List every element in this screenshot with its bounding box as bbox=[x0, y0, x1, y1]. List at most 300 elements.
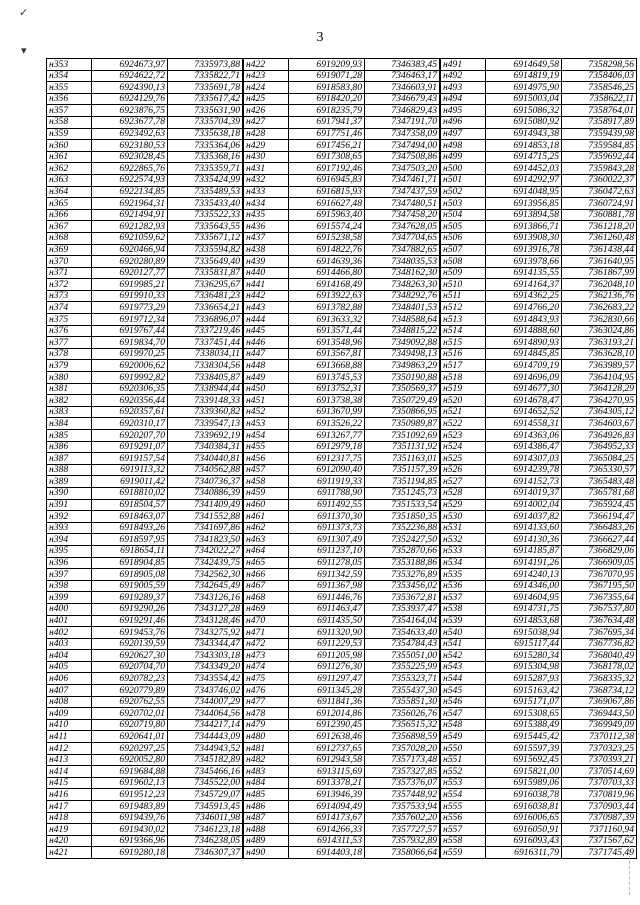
y-coordinate-cell: 7367355,64 bbox=[562, 592, 637, 604]
y-coordinate-cell: 7335638,18 bbox=[168, 128, 243, 140]
x-coordinate-cell: 6919985,21 bbox=[92, 279, 168, 291]
x-coordinate-cell: 6911841,36 bbox=[289, 696, 365, 708]
point-id-cell: н497 bbox=[441, 128, 486, 140]
point-id-cell: н371 bbox=[47, 267, 92, 279]
table-row bbox=[244, 186, 440, 198]
table-row bbox=[47, 244, 243, 256]
x-coordinate-cell: 6914822,76 bbox=[289, 244, 365, 256]
x-coordinate-cell: 6919834,70 bbox=[92, 337, 168, 349]
y-coordinate-cell: 7369949,09 bbox=[562, 719, 637, 731]
x-coordinate-cell: 6914652,52 bbox=[486, 406, 562, 418]
x-coordinate-cell: 6920297,25 bbox=[92, 743, 168, 755]
point-id-cell: н365 bbox=[47, 198, 92, 210]
table-row bbox=[47, 557, 243, 569]
y-coordinate-cell: 7366627,44 bbox=[562, 534, 637, 546]
x-coordinate-cell: 6919290,26 bbox=[92, 603, 168, 615]
y-coordinate-cell: 7350989,87 bbox=[365, 418, 440, 430]
table-row bbox=[244, 232, 440, 244]
table-row bbox=[47, 372, 243, 384]
table-row bbox=[47, 59, 243, 71]
point-id-cell: н409 bbox=[47, 708, 92, 720]
dot-mark-icon: ▾ bbox=[21, 45, 27, 57]
table-row bbox=[244, 661, 440, 673]
point-id-cell: н528 bbox=[441, 487, 486, 499]
y-coordinate-cell: 7335364,06 bbox=[168, 140, 243, 152]
y-coordinate-cell: 7351533,54 bbox=[365, 499, 440, 511]
x-coordinate-cell: 6915574,24 bbox=[289, 221, 365, 233]
y-coordinate-cell: 7344443,09 bbox=[168, 731, 243, 743]
y-coordinate-cell: 7370393,21 bbox=[562, 754, 637, 766]
point-id-cell: н529 bbox=[441, 499, 486, 511]
point-id-cell: н545 bbox=[441, 685, 486, 697]
y-coordinate-cell: 7360724,91 bbox=[562, 198, 637, 210]
table-row bbox=[244, 163, 440, 175]
point-id-cell: н490 bbox=[244, 847, 289, 859]
y-coordinate-cell: 7348588,64 bbox=[365, 314, 440, 326]
y-coordinate-cell: 7351131,92 bbox=[365, 441, 440, 453]
y-coordinate-cell: 7346238,05 bbox=[168, 835, 243, 847]
point-id-cell: н444 bbox=[244, 314, 289, 326]
y-coordinate-cell: 7365924,45 bbox=[562, 499, 637, 511]
point-id-cell: н479 bbox=[244, 719, 289, 731]
table-row bbox=[47, 835, 243, 847]
y-coordinate-cell: 7343128,46 bbox=[168, 615, 243, 627]
point-id-cell: н536 bbox=[441, 580, 486, 592]
x-coordinate-cell: 6920762,55 bbox=[92, 696, 168, 708]
table-row bbox=[47, 186, 243, 198]
y-coordinate-cell: 7341823,50 bbox=[168, 534, 243, 546]
table-row bbox=[47, 105, 243, 117]
table-row bbox=[441, 824, 637, 836]
x-coordinate-cell: 6918235,79 bbox=[289, 105, 365, 117]
table-row bbox=[47, 801, 243, 813]
x-coordinate-cell: 6919512,23 bbox=[92, 789, 168, 801]
y-coordinate-cell: 7358406,03 bbox=[562, 70, 637, 82]
x-coordinate-cell: 6913526,22 bbox=[289, 418, 365, 430]
y-coordinate-cell: 7352236,88 bbox=[365, 522, 440, 534]
x-coordinate-cell: 6919767,44 bbox=[92, 325, 168, 337]
table-row bbox=[441, 499, 637, 511]
y-coordinate-cell: 7355851,30 bbox=[365, 696, 440, 708]
y-coordinate-cell: 7355225,99 bbox=[365, 661, 440, 673]
table-row bbox=[244, 638, 440, 650]
y-coordinate-cell: 7348162,30 bbox=[365, 267, 440, 279]
point-id-cell: н378 bbox=[47, 348, 92, 360]
point-id-cell: н372 bbox=[47, 279, 92, 291]
y-coordinate-cell: 7346123,18 bbox=[168, 824, 243, 836]
point-id-cell: н499 bbox=[441, 151, 486, 163]
x-coordinate-cell: 6915989,06 bbox=[486, 777, 562, 789]
point-id-cell: н436 bbox=[244, 221, 289, 233]
table-row bbox=[441, 592, 637, 604]
y-coordinate-cell: 7344217,14 bbox=[168, 719, 243, 731]
x-coordinate-cell: 6914819,19 bbox=[486, 70, 562, 82]
table-row bbox=[47, 279, 243, 291]
table-row bbox=[244, 360, 440, 372]
x-coordinate-cell: 6919280,18 bbox=[92, 847, 168, 859]
y-coordinate-cell: 7358917,89 bbox=[562, 116, 637, 128]
y-coordinate-cell: 7342439,75 bbox=[168, 557, 243, 569]
y-coordinate-cell: 7357727,57 bbox=[365, 824, 440, 836]
point-id-cell: н524 bbox=[441, 441, 486, 453]
table-row bbox=[441, 186, 637, 198]
x-coordinate-cell: 6913571,44 bbox=[289, 325, 365, 337]
point-id-cell: н373 bbox=[47, 290, 92, 302]
point-id-cell: н532 bbox=[441, 534, 486, 546]
y-coordinate-cell: 7370819,96 bbox=[562, 789, 637, 801]
table-row bbox=[47, 650, 243, 662]
point-id-cell: н395 bbox=[47, 545, 92, 557]
table-row bbox=[441, 743, 637, 755]
table-row bbox=[244, 615, 440, 627]
y-coordinate-cell: 7351092,69 bbox=[365, 430, 440, 442]
table-row bbox=[441, 777, 637, 789]
y-coordinate-cell: 7335643,55 bbox=[168, 221, 243, 233]
point-id-cell: н440 bbox=[244, 267, 289, 279]
y-coordinate-cell: 7347480,51 bbox=[365, 198, 440, 210]
x-coordinate-cell: 6919483,89 bbox=[92, 801, 168, 813]
table-row bbox=[244, 545, 440, 557]
point-id-cell: н469 bbox=[244, 603, 289, 615]
y-coordinate-cell: 7348035,53 bbox=[365, 256, 440, 268]
table-row bbox=[441, 244, 637, 256]
x-coordinate-cell: 6921964,31 bbox=[92, 198, 168, 210]
table-row bbox=[244, 766, 440, 778]
table-row bbox=[244, 70, 440, 82]
x-coordinate-cell: 6919430,02 bbox=[92, 824, 168, 836]
point-id-cell: н446 bbox=[244, 337, 289, 349]
x-coordinate-cell: 6916050,91 bbox=[486, 824, 562, 836]
y-coordinate-cell: 7366829,06 bbox=[562, 545, 637, 557]
point-id-cell: н413 bbox=[47, 754, 92, 766]
table-row bbox=[441, 638, 637, 650]
x-coordinate-cell: 6911373,73 bbox=[289, 522, 365, 534]
x-coordinate-cell: 6913956,85 bbox=[486, 198, 562, 210]
y-coordinate-cell: 7361260,48 bbox=[562, 232, 637, 244]
point-id-cell: н399 bbox=[47, 592, 92, 604]
y-coordinate-cell: 7360472,63 bbox=[562, 186, 637, 198]
y-coordinate-cell: 7358622,11 bbox=[562, 93, 637, 105]
y-coordinate-cell: 7371567,62 bbox=[562, 835, 637, 847]
point-id-cell: н491 bbox=[441, 59, 486, 71]
y-coordinate-cell: 7347704,65 bbox=[365, 232, 440, 244]
table-row bbox=[441, 372, 637, 384]
table-row bbox=[441, 615, 637, 627]
x-coordinate-cell: 6920704,70 bbox=[92, 661, 168, 673]
point-id-cell: н368 bbox=[47, 232, 92, 244]
y-coordinate-cell: 7369067,86 bbox=[562, 696, 637, 708]
point-id-cell: н557 bbox=[441, 824, 486, 836]
x-coordinate-cell: 6914677,30 bbox=[486, 383, 562, 395]
table-row bbox=[244, 557, 440, 569]
table-row bbox=[441, 221, 637, 233]
table-row bbox=[244, 221, 440, 233]
table-row bbox=[441, 476, 637, 488]
x-coordinate-cell: 6913782,88 bbox=[289, 302, 365, 314]
y-coordinate-cell: 7352870,66 bbox=[365, 545, 440, 557]
point-id-cell: н515 bbox=[441, 337, 486, 349]
x-coordinate-cell: 6911342,59 bbox=[289, 569, 365, 581]
y-coordinate-cell: 7370987,39 bbox=[562, 812, 637, 824]
table-row bbox=[244, 383, 440, 395]
x-coordinate-cell: 6917192,46 bbox=[289, 163, 365, 175]
y-coordinate-cell: 7350190,88 bbox=[365, 372, 440, 384]
table-row bbox=[47, 128, 243, 140]
y-coordinate-cell: 7356026,76 bbox=[365, 708, 440, 720]
table-row bbox=[441, 766, 637, 778]
y-coordinate-cell: 7335617,42 bbox=[168, 93, 243, 105]
x-coordinate-cell: 6913378,21 bbox=[289, 777, 365, 789]
x-coordinate-cell: 6913922,63 bbox=[289, 290, 365, 302]
x-coordinate-cell: 6912090,40 bbox=[289, 464, 365, 476]
table-row bbox=[47, 383, 243, 395]
table-row bbox=[441, 267, 637, 279]
y-coordinate-cell: 7357932,89 bbox=[365, 835, 440, 847]
table-row bbox=[47, 580, 243, 592]
y-coordinate-cell: 7363024,86 bbox=[562, 325, 637, 337]
x-coordinate-cell: 6914240,13 bbox=[486, 569, 562, 581]
point-id-cell: н361 bbox=[47, 151, 92, 163]
x-coordinate-cell: 6920641,01 bbox=[92, 731, 168, 743]
point-id-cell: н396 bbox=[47, 557, 92, 569]
y-coordinate-cell: 7336481,23 bbox=[168, 290, 243, 302]
y-coordinate-cell: 7347494,00 bbox=[365, 140, 440, 152]
y-coordinate-cell: 7367736,82 bbox=[562, 638, 637, 650]
table-row bbox=[441, 685, 637, 697]
x-coordinate-cell: 6911370,30 bbox=[289, 511, 365, 523]
point-id-cell: н542 bbox=[441, 650, 486, 662]
y-coordinate-cell: 7351194,85 bbox=[365, 476, 440, 488]
table-row bbox=[47, 256, 243, 268]
y-coordinate-cell: 7347358,09 bbox=[365, 128, 440, 140]
x-coordinate-cell: 6913745,53 bbox=[289, 372, 365, 384]
point-id-cell: н531 bbox=[441, 522, 486, 534]
point-id-cell: н530 bbox=[441, 511, 486, 523]
x-coordinate-cell: 6919366,96 bbox=[92, 835, 168, 847]
y-coordinate-cell: 7335522,33 bbox=[168, 209, 243, 221]
table-row bbox=[244, 650, 440, 662]
y-coordinate-cell: 7343275,92 bbox=[168, 627, 243, 639]
y-coordinate-cell: 7346829,43 bbox=[365, 105, 440, 117]
x-coordinate-cell: 6914191,26 bbox=[486, 557, 562, 569]
y-coordinate-cell: 7340562,88 bbox=[168, 464, 243, 476]
point-id-cell: н504 bbox=[441, 209, 486, 221]
table-row bbox=[47, 209, 243, 221]
y-coordinate-cell: 7369443,50 bbox=[562, 708, 637, 720]
y-coordinate-cell: 7365330,57 bbox=[562, 464, 637, 476]
point-id-cell: н513 bbox=[441, 314, 486, 326]
y-coordinate-cell: 7338304,56 bbox=[168, 360, 243, 372]
table-row bbox=[47, 696, 243, 708]
table-row bbox=[441, 418, 637, 430]
table-row bbox=[47, 545, 243, 557]
x-coordinate-cell: 6915080,92 bbox=[486, 116, 562, 128]
table-row bbox=[441, 453, 637, 465]
y-coordinate-cell: 7362683,22 bbox=[562, 302, 637, 314]
y-coordinate-cell: 7364603,67 bbox=[562, 418, 637, 430]
y-coordinate-cell: 7339148,33 bbox=[168, 395, 243, 407]
y-coordinate-cell: 7357028,20 bbox=[365, 743, 440, 755]
table-row bbox=[441, 198, 637, 210]
x-coordinate-cell: 6924622,72 bbox=[92, 70, 168, 82]
y-coordinate-cell: 7349863,29 bbox=[365, 360, 440, 372]
y-coordinate-cell: 7365781,68 bbox=[562, 487, 637, 499]
point-id-cell: н443 bbox=[244, 302, 289, 314]
x-coordinate-cell: 6919970,25 bbox=[92, 348, 168, 360]
y-coordinate-cell: 7347191,70 bbox=[365, 116, 440, 128]
x-coordinate-cell: 6922574,93 bbox=[92, 174, 168, 186]
point-id-cell: н431 bbox=[244, 163, 289, 175]
point-id-cell: н369 bbox=[47, 244, 92, 256]
x-coordinate-cell: 6911278,05 bbox=[289, 557, 365, 569]
point-id-cell: н498 bbox=[441, 140, 486, 152]
x-coordinate-cell: 6914135,55 bbox=[486, 267, 562, 279]
table-row bbox=[47, 615, 243, 627]
point-id-cell: н428 bbox=[244, 128, 289, 140]
y-coordinate-cell: 7370514,69 bbox=[562, 766, 637, 778]
y-coordinate-cell: 7362830,66 bbox=[562, 314, 637, 326]
x-coordinate-cell: 6923180,53 bbox=[92, 140, 168, 152]
table-row bbox=[244, 372, 440, 384]
table-row bbox=[441, 302, 637, 314]
table-row bbox=[47, 534, 243, 546]
point-id-cell: н483 bbox=[244, 766, 289, 778]
y-coordinate-cell: 7353672,81 bbox=[365, 592, 440, 604]
y-coordinate-cell: 7354633,40 bbox=[365, 627, 440, 639]
point-id-cell: н447 bbox=[244, 348, 289, 360]
point-id-cell: н523 bbox=[441, 430, 486, 442]
point-id-cell: н501 bbox=[441, 174, 486, 186]
point-id-cell: н379 bbox=[47, 360, 92, 372]
x-coordinate-cell: 6914696,09 bbox=[486, 372, 562, 384]
table-row bbox=[441, 835, 637, 847]
y-coordinate-cell: 7342562,30 bbox=[168, 569, 243, 581]
y-coordinate-cell: 7344064,56 bbox=[168, 708, 243, 720]
y-coordinate-cell: 7364952,33 bbox=[562, 441, 637, 453]
y-coordinate-cell: 7336654,21 bbox=[168, 302, 243, 314]
table-row bbox=[244, 337, 440, 349]
y-coordinate-cell: 7363989,57 bbox=[562, 360, 637, 372]
point-id-cell: н415 bbox=[47, 777, 92, 789]
table-row bbox=[47, 395, 243, 407]
y-coordinate-cell: 7359584,85 bbox=[562, 140, 637, 152]
table-row bbox=[47, 325, 243, 337]
x-coordinate-cell: 6923876,75 bbox=[92, 105, 168, 117]
table-row bbox=[244, 209, 440, 221]
y-coordinate-cell: 7346463,17 bbox=[365, 70, 440, 82]
point-id-cell: н438 bbox=[244, 244, 289, 256]
table-row bbox=[244, 824, 440, 836]
x-coordinate-cell: 6914715,25 bbox=[486, 151, 562, 163]
table-row bbox=[441, 801, 637, 813]
point-id-cell: н467 bbox=[244, 580, 289, 592]
point-id-cell: н407 bbox=[47, 685, 92, 697]
y-coordinate-cell: 7368734,12 bbox=[562, 685, 637, 697]
x-coordinate-cell: 6911919,33 bbox=[289, 476, 365, 488]
table-row bbox=[47, 116, 243, 128]
table-row bbox=[244, 685, 440, 697]
x-coordinate-cell: 6920779,89 bbox=[92, 685, 168, 697]
point-id-cell: н526 bbox=[441, 464, 486, 476]
table-row bbox=[244, 267, 440, 279]
table-row bbox=[441, 279, 637, 291]
point-id-cell: н377 bbox=[47, 337, 92, 349]
table-row bbox=[244, 314, 440, 326]
table-row bbox=[244, 812, 440, 824]
point-id-cell: н518 bbox=[441, 372, 486, 384]
x-coordinate-cell: 6911229,53 bbox=[289, 638, 365, 650]
point-id-cell: н474 bbox=[244, 661, 289, 673]
x-coordinate-cell: 6915445,42 bbox=[486, 731, 562, 743]
y-coordinate-cell: 7344007,29 bbox=[168, 696, 243, 708]
x-coordinate-cell: 6915171,07 bbox=[486, 696, 562, 708]
point-id-cell: н354 bbox=[47, 70, 92, 82]
y-coordinate-cell: 7371160,94 bbox=[562, 824, 637, 836]
x-coordinate-cell: 6916627,48 bbox=[289, 198, 365, 210]
y-coordinate-cell: 7343126,16 bbox=[168, 592, 243, 604]
table-row bbox=[47, 754, 243, 766]
point-id-cell: н509 bbox=[441, 267, 486, 279]
table-row bbox=[244, 279, 440, 291]
y-coordinate-cell: 7335704,39 bbox=[168, 116, 243, 128]
y-coordinate-cell: 7359439,98 bbox=[562, 128, 637, 140]
table-row bbox=[244, 441, 440, 453]
x-coordinate-cell: 6911320,90 bbox=[289, 627, 365, 639]
y-coordinate-cell: 7364128,29 bbox=[562, 383, 637, 395]
x-coordinate-cell: 6911276,30 bbox=[289, 661, 365, 673]
table-row bbox=[441, 603, 637, 615]
x-coordinate-cell: 6914094,49 bbox=[289, 801, 365, 813]
x-coordinate-cell: 6914890,93 bbox=[486, 337, 562, 349]
y-coordinate-cell: 7338944,44 bbox=[168, 383, 243, 395]
point-id-cell: н417 bbox=[47, 801, 92, 813]
y-coordinate-cell: 7335649,40 bbox=[168, 256, 243, 268]
x-coordinate-cell: 6915163,42 bbox=[486, 685, 562, 697]
point-id-cell: н550 bbox=[441, 743, 486, 755]
point-id-cell: н485 bbox=[244, 789, 289, 801]
y-coordinate-cell: 7340440,81 bbox=[168, 453, 243, 465]
point-id-cell: н405 bbox=[47, 661, 92, 673]
table-row bbox=[441, 545, 637, 557]
table-row bbox=[244, 256, 440, 268]
x-coordinate-cell: 6914130,36 bbox=[486, 534, 562, 546]
point-id-cell: н543 bbox=[441, 661, 486, 673]
y-coordinate-cell: 7347503,20 bbox=[365, 163, 440, 175]
table-row bbox=[441, 487, 637, 499]
point-id-cell: н366 bbox=[47, 209, 92, 221]
x-coordinate-cell: 6914843,93 bbox=[486, 314, 562, 326]
point-id-cell: н459 bbox=[244, 487, 289, 499]
point-id-cell: н455 bbox=[244, 441, 289, 453]
table-row bbox=[244, 105, 440, 117]
table-row bbox=[47, 743, 243, 755]
x-coordinate-cell: 6914164,37 bbox=[486, 279, 562, 291]
table-row bbox=[441, 708, 637, 720]
point-id-cell: н357 bbox=[47, 105, 92, 117]
table-row bbox=[441, 430, 637, 442]
y-coordinate-cell: 7357173,48 bbox=[365, 754, 440, 766]
x-coordinate-cell: 6919773,29 bbox=[92, 302, 168, 314]
table-row bbox=[441, 847, 637, 859]
point-id-cell: н489 bbox=[244, 835, 289, 847]
point-id-cell: н464 bbox=[244, 545, 289, 557]
table-row bbox=[47, 406, 243, 418]
x-coordinate-cell: 6916815,93 bbox=[289, 186, 365, 198]
point-id-cell: н426 bbox=[244, 105, 289, 117]
point-id-cell: н503 bbox=[441, 198, 486, 210]
table-row bbox=[47, 221, 243, 233]
y-coordinate-cell: 7338034,11 bbox=[168, 348, 243, 360]
